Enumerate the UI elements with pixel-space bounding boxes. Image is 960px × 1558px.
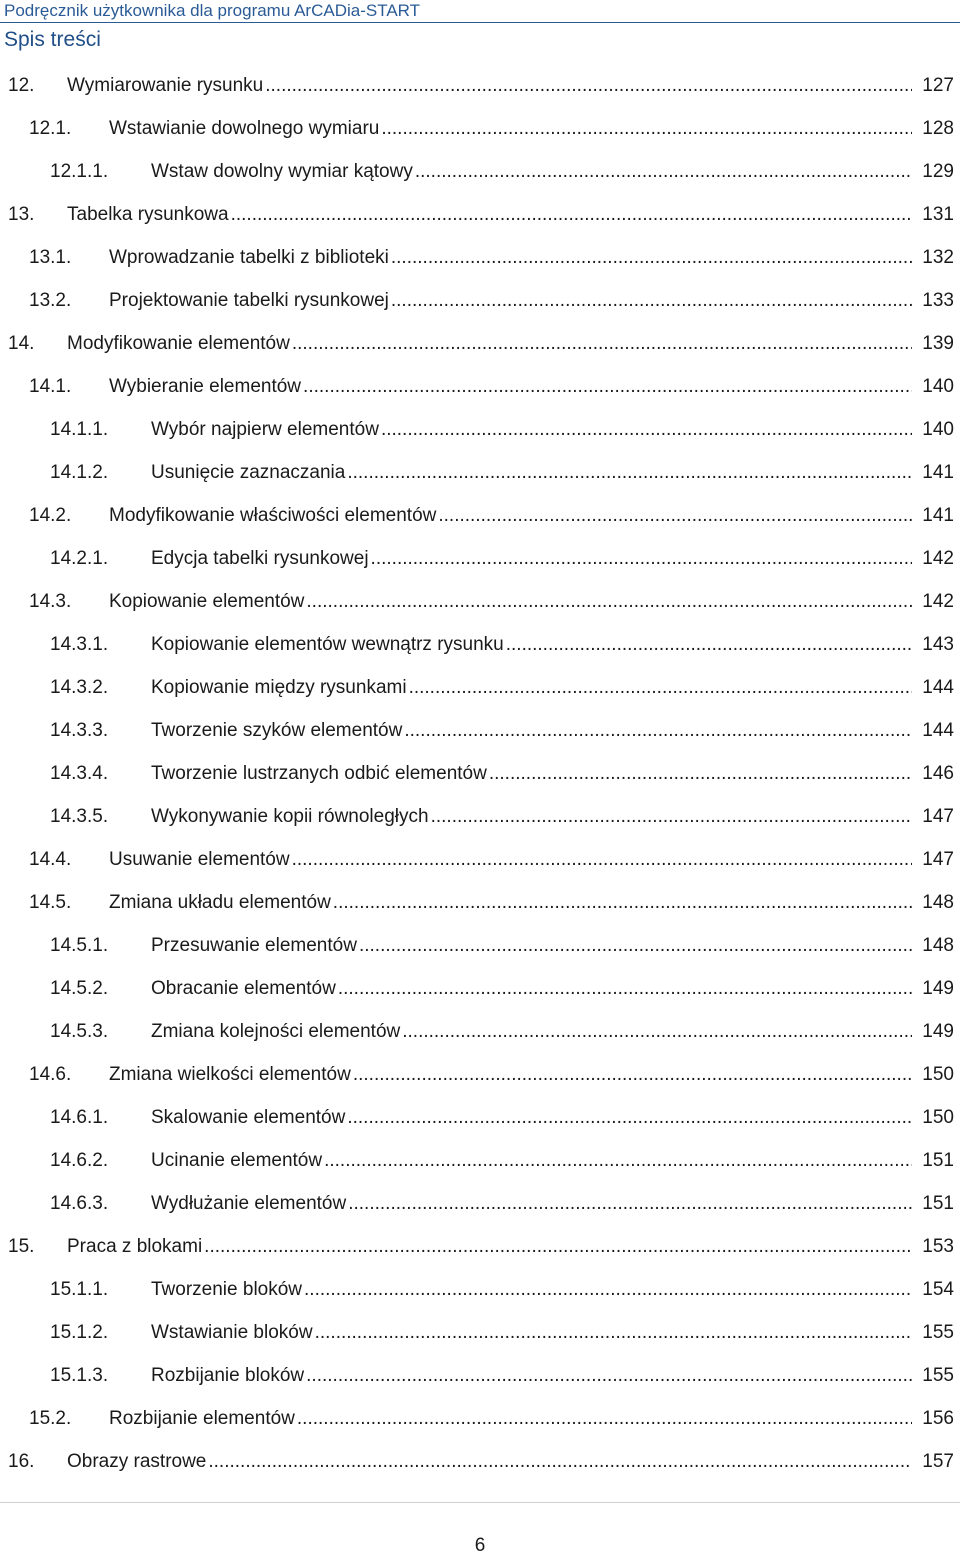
toc-entry-page: 141 xyxy=(922,505,954,526)
toc-entry-number: 15.1.2. xyxy=(50,1322,109,1343)
toc-entry-title: Wydłużanie elementów xyxy=(151,1184,348,1224)
toc-entry-title: Tworzenie szyków elementów xyxy=(151,711,404,751)
toc-entry-title: Kopiowanie elementów wewnątrz rysunku xyxy=(151,625,506,665)
toc-entry-page: 150 xyxy=(922,1064,954,1085)
toc-entry-page: 146 xyxy=(922,763,954,784)
toc-entry-page: 129 xyxy=(922,161,954,182)
toc-entry-leader-dots xyxy=(324,1141,912,1181)
toc-entry[interactable] xyxy=(0,969,960,1009)
toc-entry-title: Praca z blokami xyxy=(67,1227,204,1267)
toc-entry-title: Tworzenie bloków xyxy=(151,1270,304,1310)
toc-entry-number: 14.5.3. xyxy=(50,1021,109,1042)
toc-entry[interactable] xyxy=(0,1313,960,1353)
toc-entry-title: Modyfikowanie właściwości elementów xyxy=(109,496,438,536)
toc-entry-number: 14.3. xyxy=(29,591,72,612)
toc-entry-title-wrapper xyxy=(109,367,912,407)
toc-entry-page: 144 xyxy=(922,720,954,741)
toc-entry[interactable] xyxy=(0,668,960,708)
toc-entry-title: Projektowanie tabelki rysunkowej xyxy=(109,281,391,321)
toc-entry-number: 15.1.1. xyxy=(50,1279,109,1300)
toc-entry-page: 132 xyxy=(922,247,954,268)
toc-entry-title: Skalowanie elementów xyxy=(151,1098,347,1138)
toc-entry-title-wrapper xyxy=(67,66,912,106)
toc-entry-leader-dots xyxy=(409,668,912,708)
toc-entry-leader-dots xyxy=(404,711,912,751)
toc-entry-number: 14.3.4. xyxy=(50,763,109,784)
toc-entry[interactable] xyxy=(0,238,960,278)
header-divider xyxy=(0,22,960,23)
toc-entry[interactable] xyxy=(0,109,960,149)
toc-entry-leader-dots xyxy=(348,1184,912,1224)
toc-entry-number: 14.3.5. xyxy=(50,806,109,827)
toc-entry-page: 141 xyxy=(922,462,954,483)
toc-entry-leader-dots xyxy=(353,1055,912,1095)
toc-entry-number: 15.1.3. xyxy=(50,1365,109,1386)
toc-entry-number: 14.2.1. xyxy=(50,548,109,569)
toc-entry[interactable] xyxy=(0,367,960,407)
toc-entry-page: 143 xyxy=(922,634,954,655)
toc-entry-title-wrapper xyxy=(151,625,912,665)
toc-entry-number: 14.6. xyxy=(29,1064,72,1085)
toc-entry-title: Zmiana układu elementów xyxy=(109,883,333,923)
toc-entry-page: 128 xyxy=(922,118,954,139)
toc-entry-leader-dots xyxy=(402,1012,912,1052)
toc-entry-title: Przesuwanie elementów xyxy=(151,926,359,966)
toc-entry-number: 15. xyxy=(8,1236,35,1257)
toc-entry-page: 140 xyxy=(922,376,954,397)
toc-entry-leader-dots xyxy=(431,797,912,837)
toc-entry[interactable] xyxy=(0,1270,960,1310)
toc-entry-title: Modyfikowanie elementów xyxy=(67,324,292,364)
toc-entry-leader-dots xyxy=(306,1356,912,1396)
toc-entry-title: Usunięcie zaznaczania xyxy=(151,453,347,493)
toc-entry[interactable] xyxy=(0,1055,960,1095)
toc-entry-leader-dots xyxy=(506,625,912,665)
toc-entry-title: Rozbijanie bloków xyxy=(151,1356,306,1396)
toc-entry-title: Usuwanie elementów xyxy=(109,840,292,880)
toc-entry-page: 140 xyxy=(922,419,954,440)
toc-entry-title: Wstawianie dowolnego wymiaru xyxy=(109,109,381,149)
toc-entry-leader-dots xyxy=(292,324,912,364)
toc-entry-title: Zmiana kolejności elementów xyxy=(151,1012,402,1052)
toc-entry-title-wrapper xyxy=(109,238,912,278)
toc-entry-number: 14.3.3. xyxy=(50,720,109,741)
toc-entry-leader-dots xyxy=(208,1442,912,1482)
toc-entry-leader-dots xyxy=(415,152,912,192)
toc-entry-page: 147 xyxy=(922,806,954,827)
toc-entry-number: 15.2. xyxy=(29,1408,72,1429)
toc-entry[interactable] xyxy=(0,66,960,106)
toc-entry-title: Rozbijanie elementów xyxy=(109,1399,297,1439)
toc-entry[interactable] xyxy=(0,1184,960,1224)
toc-entry-title-wrapper xyxy=(151,1012,912,1052)
toc-entry[interactable] xyxy=(0,152,960,192)
toc-entry-title-wrapper xyxy=(109,109,912,149)
toc-entry-title: Wprowadzanie tabelki z biblioteki xyxy=(109,238,391,278)
toc-entry-page: 131 xyxy=(922,204,954,225)
toc-entry-page: 151 xyxy=(922,1150,954,1171)
toc-entry-page: 133 xyxy=(922,290,954,311)
toc-entry-number: 12.1. xyxy=(29,118,72,139)
toc-entry-title: Edycja tabelki rysunkowej xyxy=(151,539,371,579)
toc-entry-title: Zmiana wielkości elementów xyxy=(109,1055,353,1095)
toc-entry-title-wrapper xyxy=(109,883,912,923)
toc-entry[interactable] xyxy=(0,926,960,966)
toc-entry-leader-dots xyxy=(292,840,912,880)
toc-entry-title-wrapper xyxy=(67,324,912,364)
page-number: 6 xyxy=(474,1535,486,1556)
toc-entry-title-wrapper xyxy=(151,711,912,751)
toc-entry-leader-dots xyxy=(359,926,912,966)
toc-entry[interactable] xyxy=(0,410,960,450)
toc-entry-page: 150 xyxy=(922,1107,954,1128)
toc-entry[interactable] xyxy=(0,1399,960,1439)
toc-entry-leader-dots xyxy=(347,453,912,493)
toc-entry-title: Wstaw dowolny wymiar kątowy xyxy=(151,152,415,192)
toc-entry[interactable] xyxy=(0,1356,960,1396)
toc-entry-title-wrapper xyxy=(151,152,912,192)
toc-entry[interactable] xyxy=(0,1442,960,1482)
toc-entry-title-wrapper xyxy=(151,926,912,966)
toc-entry-page: 148 xyxy=(922,892,954,913)
toc-entry-page: 155 xyxy=(922,1322,954,1343)
toc-entry-leader-dots xyxy=(303,367,912,407)
toc-entry-page: 139 xyxy=(922,333,954,354)
toc-entry-title-wrapper xyxy=(151,754,912,794)
toc-entry[interactable] xyxy=(0,582,960,622)
toc-entry-title: Ucinanie elementów xyxy=(151,1141,324,1181)
toc-entry-title: Kopiowanie elementów xyxy=(109,582,306,622)
toc-entry-title-wrapper xyxy=(151,1356,912,1396)
toc-entry[interactable] xyxy=(0,324,960,364)
toc-entry[interactable] xyxy=(0,539,960,579)
toc-entry-number: 14.6.2. xyxy=(50,1150,109,1171)
toc-entry-title-wrapper xyxy=(109,1399,912,1439)
toc-entry-number: 14. xyxy=(8,333,35,354)
toc-entry-leader-dots xyxy=(347,1098,912,1138)
toc-entry-title: Tabelka rysunkowa xyxy=(67,195,231,235)
toc-entry-title-wrapper xyxy=(151,969,912,1009)
toc-entry-title-wrapper xyxy=(151,668,912,708)
toc-entry-number: 14.4. xyxy=(29,849,72,870)
toc-entry-title: Wybieranie elementów xyxy=(109,367,303,407)
footer-divider xyxy=(0,1502,960,1503)
toc-entry-page: 148 xyxy=(922,935,954,956)
toc-entry-page: 147 xyxy=(922,849,954,870)
toc-entry-title-wrapper xyxy=(151,1141,912,1181)
toc-entry-number: 14.3.2. xyxy=(50,677,109,698)
toc-entry[interactable] xyxy=(0,625,960,665)
toc-entry[interactable] xyxy=(0,883,960,923)
toc-entry-number: 14.1. xyxy=(29,376,72,397)
toc-entry[interactable] xyxy=(0,1098,960,1138)
toc-entry[interactable] xyxy=(0,1141,960,1181)
toc-entry-leader-dots xyxy=(306,582,912,622)
toc-entry-title-wrapper xyxy=(151,797,912,837)
toc-entry-title-wrapper xyxy=(151,410,912,450)
toc-entry[interactable] xyxy=(0,840,960,880)
toc-entry-number: 12. xyxy=(8,75,35,96)
toc-entry-page: 127 xyxy=(922,75,954,96)
toc-entry-title-wrapper xyxy=(67,195,912,235)
toc-entry-number: 14.1.1. xyxy=(50,419,109,440)
toc-entry-number: 14.3.1. xyxy=(50,634,109,655)
toc-entry-leader-dots xyxy=(333,883,912,923)
toc-entry-leader-dots xyxy=(265,66,912,106)
toc-entry[interactable] xyxy=(0,797,960,837)
toc-entry[interactable] xyxy=(0,1012,960,1052)
toc-entry-number: 14.5.2. xyxy=(50,978,109,999)
toc-entry-title-wrapper xyxy=(151,1098,912,1138)
toc-entry-page: 154 xyxy=(922,1279,954,1300)
toc-entry-title: Kopiowanie między rysunkami xyxy=(151,668,409,708)
toc-entry-page: 156 xyxy=(922,1408,954,1429)
toc-entry-number: 13.2. xyxy=(29,290,72,311)
toc-entry-title-wrapper xyxy=(109,496,912,536)
toc-entry-title: Tworzenie lustrzanych odbić elementów xyxy=(151,754,489,794)
toc-entry-leader-dots xyxy=(489,754,912,794)
toc-entry-number: 12.1.1. xyxy=(50,161,109,182)
toc-entry-title-wrapper xyxy=(109,582,912,622)
toc-entry-leader-dots xyxy=(297,1399,912,1439)
toc-entry-title-wrapper xyxy=(151,1184,912,1224)
toc-entry-title-wrapper xyxy=(151,1270,912,1310)
document-header-title: Podręcznik użytkownika dla programu ArCADia-START xyxy=(4,1,421,20)
toc-entry-leader-dots xyxy=(204,1227,912,1267)
toc-entry-number: 14.6.3. xyxy=(50,1193,109,1214)
toc-entry-leader-dots xyxy=(304,1270,912,1310)
toc-entry-leader-dots xyxy=(231,195,912,235)
toc-entry-leader-dots xyxy=(391,281,912,321)
toc-entry-title-wrapper xyxy=(67,1227,912,1267)
toc-entry[interactable] xyxy=(0,453,960,493)
toc-entry-title-wrapper xyxy=(151,1313,912,1353)
toc-entry-page: 153 xyxy=(922,1236,954,1257)
toc-entry[interactable] xyxy=(0,1227,960,1267)
toc-entry-page: 151 xyxy=(922,1193,954,1214)
toc-entry-number: 13. xyxy=(8,204,35,225)
toc-entry-leader-dots xyxy=(381,109,912,149)
toc-entry-title-wrapper xyxy=(109,281,912,321)
toc-entry-leader-dots xyxy=(338,969,912,1009)
toc-entry-leader-dots xyxy=(371,539,912,579)
toc-entry-title-wrapper xyxy=(109,1055,912,1095)
toc-entry-title: Wykonywanie kopii równoległych xyxy=(151,797,431,837)
toc-entry-number: 14.2. xyxy=(29,505,72,526)
toc-entry-title-wrapper xyxy=(109,840,912,880)
toc-entry-page: 157 xyxy=(922,1451,954,1472)
toc-entry-number: 13.1. xyxy=(29,247,72,268)
toc-entry[interactable] xyxy=(0,496,960,536)
toc-entry-title-wrapper xyxy=(151,539,912,579)
toc-entry[interactable] xyxy=(0,754,960,794)
toc-entry-page: 142 xyxy=(922,548,954,569)
toc-entry-number: 14.5.1. xyxy=(50,935,109,956)
toc-entry-number: 14.5. xyxy=(29,892,72,913)
toc-entry-number: 14.1.2. xyxy=(50,462,109,483)
toc-entry-title: Wybór najpierw elementów xyxy=(151,410,381,450)
toc-entry-page: 144 xyxy=(922,677,954,698)
toc-entry-number: 16. xyxy=(8,1451,35,1472)
toc-entry-page: 149 xyxy=(922,978,954,999)
toc-entry-page: 155 xyxy=(922,1365,954,1386)
toc-entry[interactable] xyxy=(0,281,960,321)
toc-entry-title: Obrazy rastrowe xyxy=(67,1442,208,1482)
toc-entry[interactable] xyxy=(0,195,960,235)
toc-entry-title: Wstawianie bloków xyxy=(151,1313,315,1353)
toc-entry-page: 142 xyxy=(922,591,954,612)
toc-entry-leader-dots xyxy=(391,238,912,278)
toc-entry-number: 14.6.1. xyxy=(50,1107,109,1128)
toc-heading: Spis treści xyxy=(4,28,101,51)
toc-entry-leader-dots xyxy=(438,496,912,536)
toc-entry-leader-dots xyxy=(381,410,912,450)
toc-entry-title: Wymiarowanie rysunku xyxy=(67,66,265,106)
toc-entry-title: Obracanie elementów xyxy=(151,969,338,1009)
toc-entry-leader-dots xyxy=(315,1313,912,1353)
toc-entry-page: 149 xyxy=(922,1021,954,1042)
toc-entry[interactable] xyxy=(0,711,960,751)
toc-entry-title-wrapper xyxy=(151,453,912,493)
toc-entry-title-wrapper xyxy=(67,1442,912,1482)
